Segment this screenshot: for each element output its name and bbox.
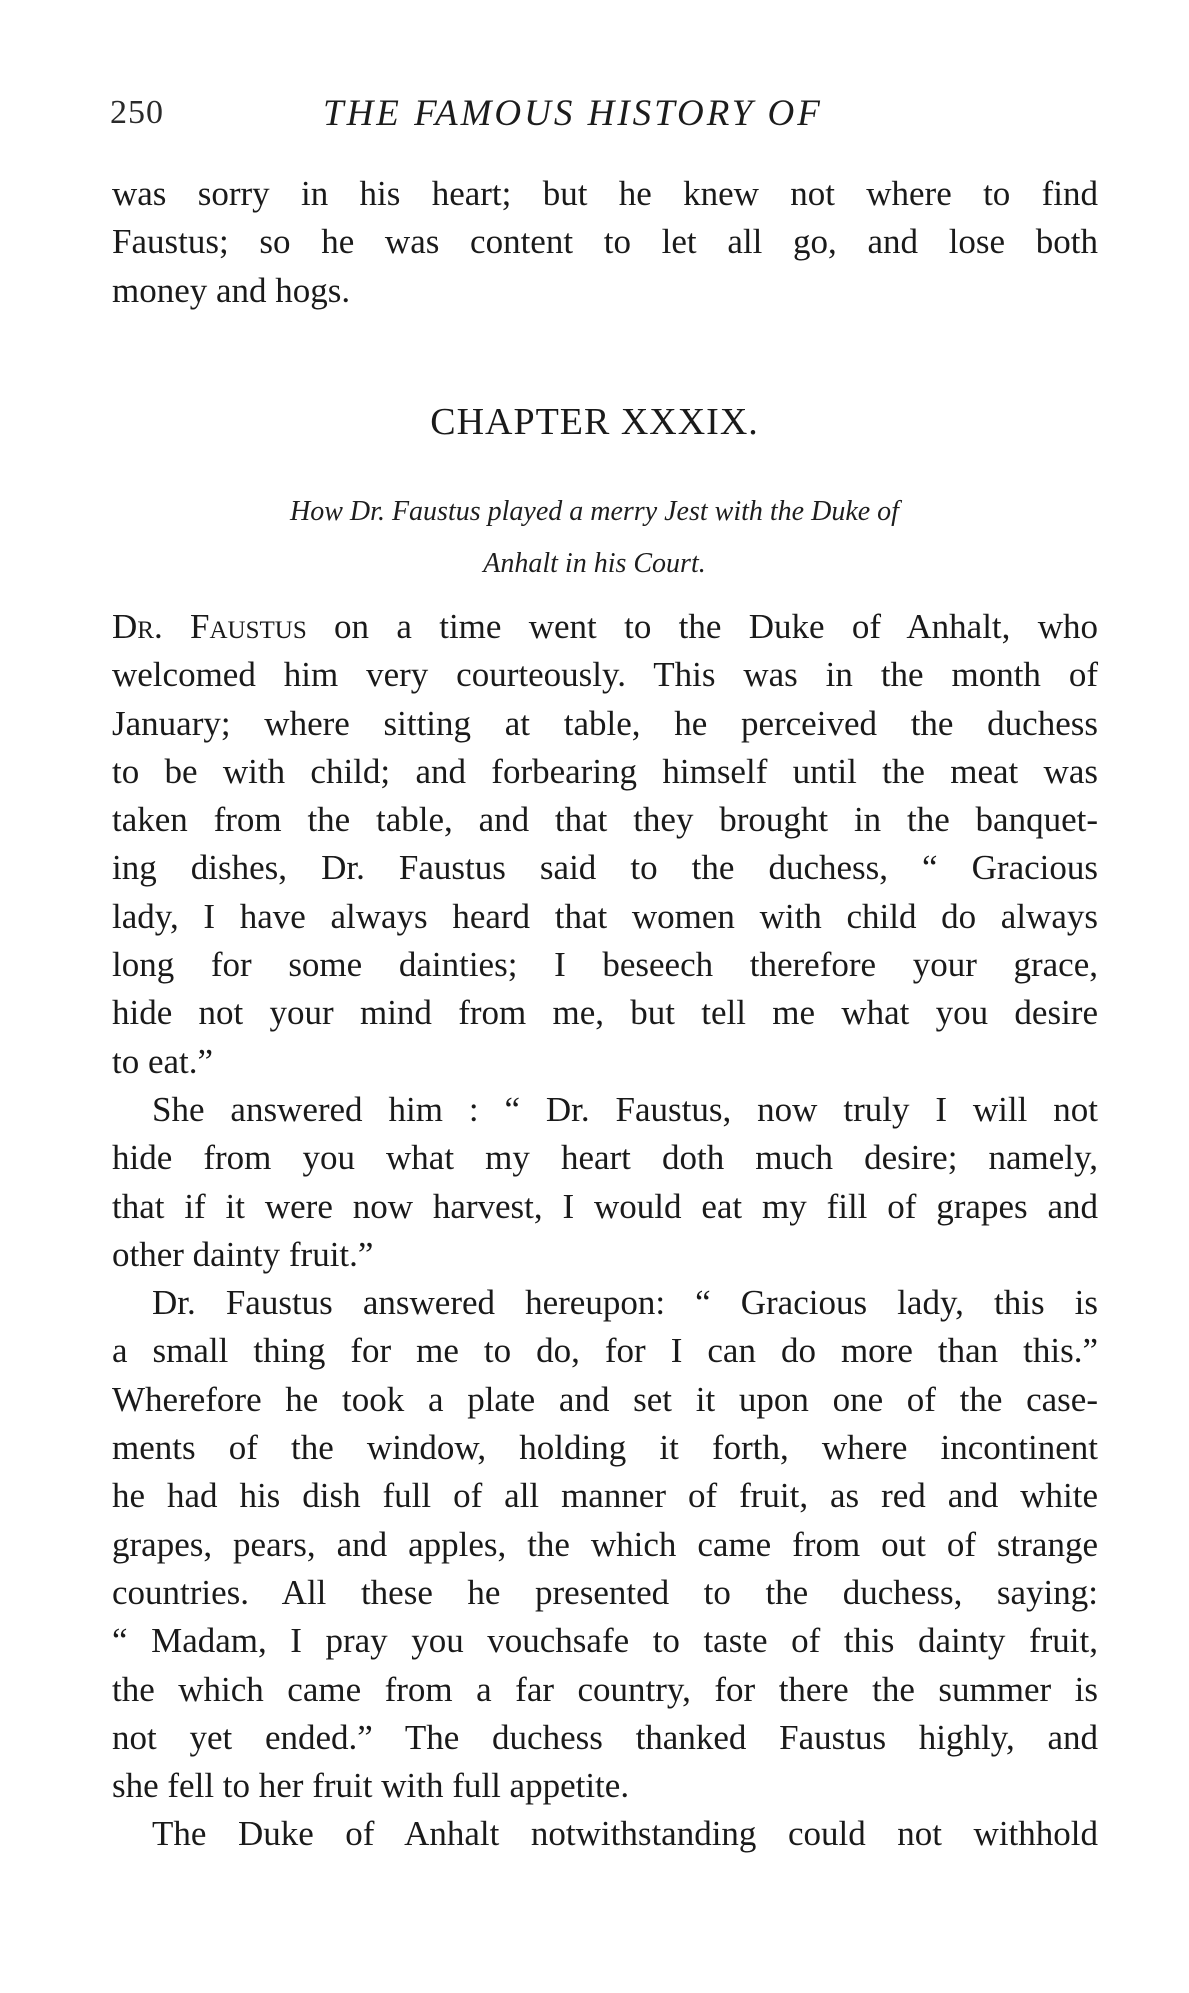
text-line: grapes, pears, and apples, the which came from out of strange	[112, 1524, 1098, 1564]
chapter-body	[112, 603, 1098, 1859]
running-head	[108, 92, 1100, 142]
text-line: lady, I have always heard that women with child do always	[112, 896, 1098, 936]
text-line: ing dishes, Dr. Faustus said to the duchess, “ Gracious	[112, 848, 1098, 888]
opening-smallcaps: Dr. Faustus	[112, 607, 307, 646]
text-line: “ Madam, I pray you vouchsafe to taste of this dainty fruit,	[112, 1621, 1098, 1661]
text-fragment: on a time went to the Duke of Anhalt, who	[306, 607, 1098, 646]
text-line: welcomed him very courteously. This was in the month of	[112, 655, 1098, 695]
text-line: She answered him : “ Dr. Faustus, now truly I will not	[152, 1089, 1098, 1129]
text-line: the which came from a far country, for there the summer is	[112, 1669, 1098, 1709]
text-line: that if it were now harvest, I would eat my fill of grapes and	[112, 1186, 1098, 1226]
chapter-subtitle-line: How Dr. Faustus played a merry Jest with the Duke of	[290, 496, 899, 527]
text-line: Dr. Faustus answered hereupon: “ Gracious lady, this is	[152, 1283, 1098, 1323]
text-line: long for some dainties; I beseech therefore your grace,	[112, 945, 1098, 985]
text-line: he had his dish full of all manner of fruit, as red and white	[112, 1476, 1098, 1516]
text-line: to eat.”	[112, 1041, 214, 1081]
text-line: not yet ended.” The duchess thanked Faustus highly, and	[112, 1717, 1098, 1757]
text-line: Faustus; so he was content to let all go, and lose both	[112, 222, 1098, 262]
text-line-opening	[112, 603, 1098, 651]
text-line: to be with child; and forbearing himself until the meat was	[112, 751, 1098, 791]
page-number: 250	[110, 94, 164, 131]
text-line: ments of the window, holding it forth, where incontinent	[112, 1428, 1098, 1468]
text-line: hide from you what my heart doth much desire; namely,	[112, 1138, 1098, 1178]
text-line: The Duke of Anhalt notwithstanding could not withhold	[152, 1814, 1098, 1854]
chapter-subtitle-line: Anhalt in his Court.	[483, 548, 706, 579]
running-title: THE FAMOUS HISTORY OF	[323, 93, 823, 134]
text-line: hide not your mind from me, but tell me what you desire	[112, 993, 1098, 1033]
text-line: was sorry in his heart; but he knew not where to find	[112, 174, 1098, 213]
continuation-paragraph	[112, 170, 1098, 315]
chapter-subtitle	[0, 486, 1189, 590]
text-line: other dainty fruit.”	[112, 1234, 374, 1274]
text-line: January; where sitting at table, he perceived the duchess	[112, 703, 1098, 743]
chapter-heading: CHAPTER XXXIX.	[430, 401, 759, 443]
text-line: money and hogs.	[112, 270, 351, 310]
text-line: taken from the table, and that they brought in the banquet-	[112, 800, 1098, 840]
text-line: a small thing for me to do, for I can do more than this.”	[112, 1331, 1098, 1371]
text-line: Wherefore he took a plate and set it upon one of the case-	[112, 1379, 1098, 1419]
text-line: countries. All these he presented to the duchess, saying:	[112, 1572, 1098, 1612]
text-line: she fell to her fruit with full appetite.	[112, 1766, 630, 1806]
